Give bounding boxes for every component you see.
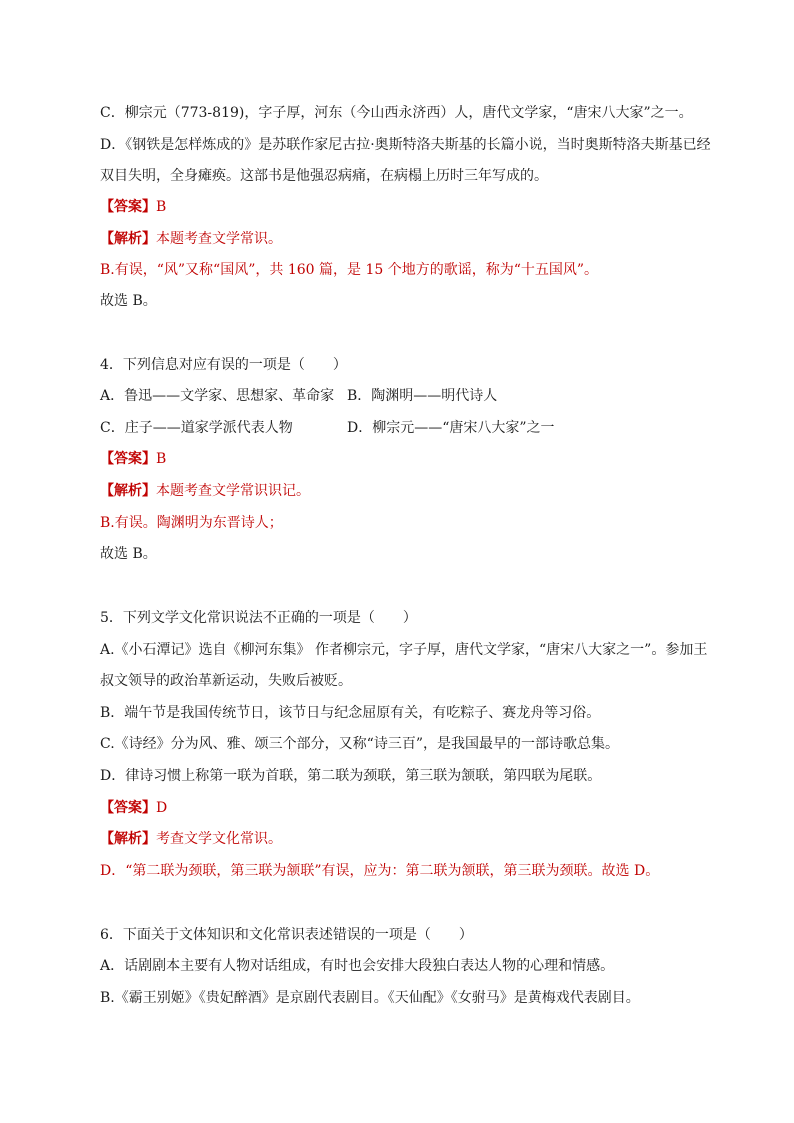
q3-detail: B.有误，“风”又称“国风”，共 160 篇，是 15 个地方的歌谣，称为“十五国风”。 [100, 262, 599, 278]
q5-answer [100, 798, 720, 818]
answer-tag: 【答案】 [100, 199, 156, 215]
q5-option-a-line1: A.《小石潭记》选自《柳河东集》 作者柳宗元，字子厚，唐代文学家，“唐宋八大家之一”。参加王 [100, 642, 708, 658]
q6-option-b: B.《霸王别姬》《贵妃醉酒》是京剧代表剧目。《天仙配》《女驸马》是黄梅戏代表剧目。 [100, 990, 640, 1006]
answer-value: D [156, 800, 168, 816]
q3-option-d-line2: 双目失明，全身瘫痪。这部书是他强忍病痛，在病榻上历时三年写成的。 [100, 168, 548, 184]
q4-option-b: B．陶渊明——明代诗人 [347, 388, 498, 404]
q5-option-b: B．端午节是我国传统节日，该节日与纪念屈原有关，有吃粽子、赛龙舟等习俗。 [100, 705, 601, 721]
q4-option-a: A．鲁迅——文学家、思想家、革命家 [100, 388, 335, 404]
analysis-tag: 【解析】 [100, 831, 156, 847]
q4-option-d: D．柳宗元——“唐宋八大家”之一 [347, 420, 555, 436]
answer-value: B [156, 451, 167, 467]
analysis-text: 考查文学文化常识。 [156, 831, 282, 847]
q5-option-a-line2: 叔文领导的政治革新运动，失败后被贬。 [100, 673, 352, 689]
answer-value: B [156, 199, 167, 215]
answer-tag: 【答案】 [100, 800, 156, 816]
q5-option-d: D．律诗习惯上称第一联为首联，第二联为颈联，第三联为颔联，第四联为尾联。 [100, 768, 602, 784]
analysis-tag: 【解析】 [100, 231, 156, 247]
q6-option-a: A．话剧剧本主要有人物对话组成，有时也会安排大段独白表达人物的心理和情感。 [100, 958, 615, 974]
q6-stem: 6．下面关于文体知识和文化常识表述错误的一项是（ ） [100, 927, 473, 943]
analysis-text: 本题考查文学常识。 [156, 231, 282, 247]
q4-stem: 4．下列信息对应有误的一项是（ ） [100, 357, 347, 373]
q3-answer [100, 197, 720, 217]
q3-option-c: C．柳宗元（773-819)，字子厚，河东（今山西永济西）人，唐代文学家，“唐宋八大家”之一。 [100, 105, 693, 121]
analysis-tag: 【解析】 [100, 483, 156, 499]
q3-option-d-line1: D．《钢铁是怎样炼成的》是苏联作家尼古拉·奥斯特洛夫斯基的长篇小说，当时奥斯特洛夫斯基已经 [100, 137, 711, 153]
q4-analysis [100, 481, 720, 501]
q4-conclusion: 故选 B。 [100, 546, 157, 562]
q4-option-c: C．庄子——道家学派代表人物 [100, 420, 293, 436]
analysis-text: 本题考查文学常识识记。 [156, 483, 310, 499]
q4-detail: B.有误。陶渊明为东晋诗人； [100, 515, 283, 531]
answer-tag: 【答案】 [100, 451, 156, 467]
q5-analysis [100, 829, 720, 849]
q3-analysis [100, 229, 720, 249]
q5-detail: D．“第二联为颈联，第三联为颔联”有误，应为：第二联为颔联，第三联为颈联。故选 D。 [100, 863, 660, 879]
q5-stem: 5．下列文学文化常识说法不正确的一项是（ ） [100, 610, 417, 626]
q4-answer [100, 449, 720, 469]
q5-option-c: C.《诗经》分为风、雅、颂三个部分，又称“诗三百”，是我国最早的一部诗歌总集。 [100, 736, 619, 752]
q3-conclusion: 故选 B。 [100, 293, 157, 309]
